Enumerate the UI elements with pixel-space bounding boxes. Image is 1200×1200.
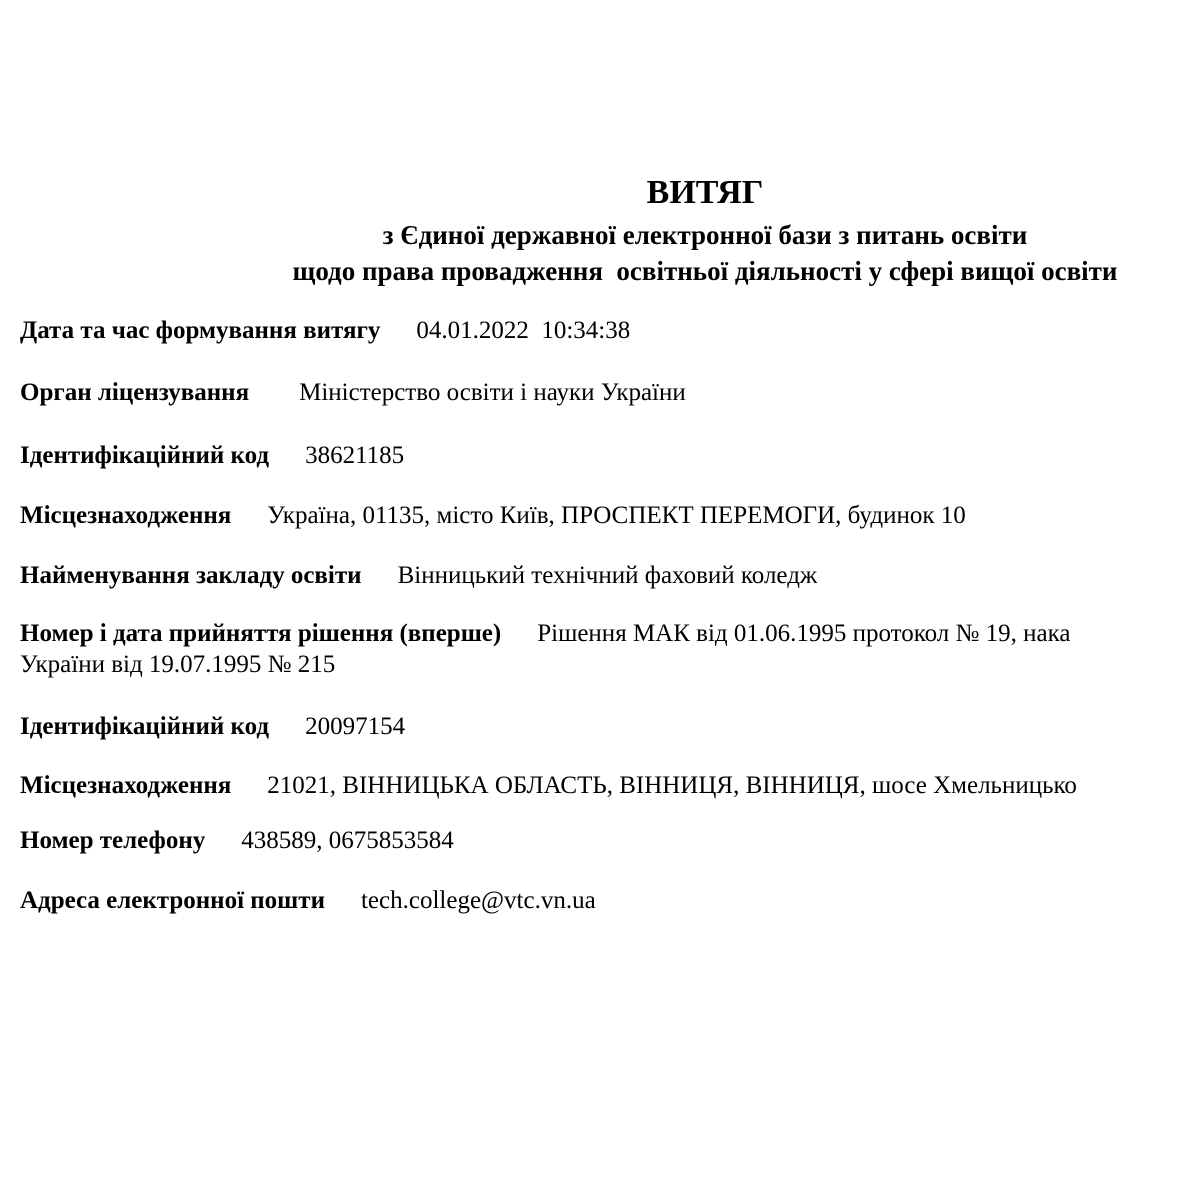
field-institution-id <box>20 710 405 743</box>
field-value: Рішення МАК від 01.06.1995 протокол № 19, нака <box>537 620 1071 647</box>
field-label: Місцезнаходження <box>20 772 232 799</box>
field-value: 438589, 0675853584 <box>241 827 454 854</box>
field-value: 04.01.2022 10:34:38 <box>416 317 631 344</box>
document-subtitle-line-1: з Єдиної державної електронної бази з питань освіти <box>382 220 1028 250</box>
document-title: ВИТЯГ <box>646 174 764 211</box>
field-label: Номер телефону <box>20 827 206 854</box>
field-label: Ідентифікаційний код <box>20 442 270 469</box>
field-institution-location <box>20 769 1077 802</box>
field-formation-datetime <box>20 314 630 347</box>
field-value: 21021, ВІННИЦЬКА ОБЛАСТЬ, ВІННИЦЯ, ВІННИЦЯ, шосе Хмельницько <box>267 772 1077 799</box>
field-value: tech.college@vtc.vn.ua <box>360 887 596 914</box>
field-label: Орган ліцензування <box>20 379 250 406</box>
field-label: Найменування закладу освіти <box>20 562 362 589</box>
field-licensing-body <box>20 376 686 409</box>
field-licensing-body-id <box>20 439 404 472</box>
field-decision-continuation: України від 19.07.1995 № 215 <box>20 651 336 678</box>
field-label: Номер і дата прийняття рішення (вперше) <box>20 620 502 647</box>
field-value: 38621185 <box>305 442 405 469</box>
field-licensing-body-location <box>20 499 966 532</box>
field-value: Міністерство освіти і науки України <box>299 379 686 406</box>
field-label: Дата та час формування витягу <box>20 317 381 344</box>
field-email <box>20 884 596 917</box>
field-label: Ідентифікаційний код <box>20 713 270 740</box>
field-label: Адреса електронної пошти <box>20 887 325 914</box>
field-value: Вінницький технічний фаховий коледж <box>397 562 818 589</box>
field-value: Україна, 01135, місто Київ, ПРОСПЕКТ ПЕРЕМОГИ, будинок 10 <box>267 502 966 529</box>
field-phone <box>20 824 454 857</box>
field-label: Місцезнаходження <box>20 502 232 529</box>
field-value: 20097154 <box>305 713 406 740</box>
document-subtitle-line-2: щодо права провадження освітньої діяльності у сфері вищої освіти <box>292 256 1118 286</box>
field-decision <box>20 617 1070 650</box>
field-institution-name <box>20 559 817 592</box>
